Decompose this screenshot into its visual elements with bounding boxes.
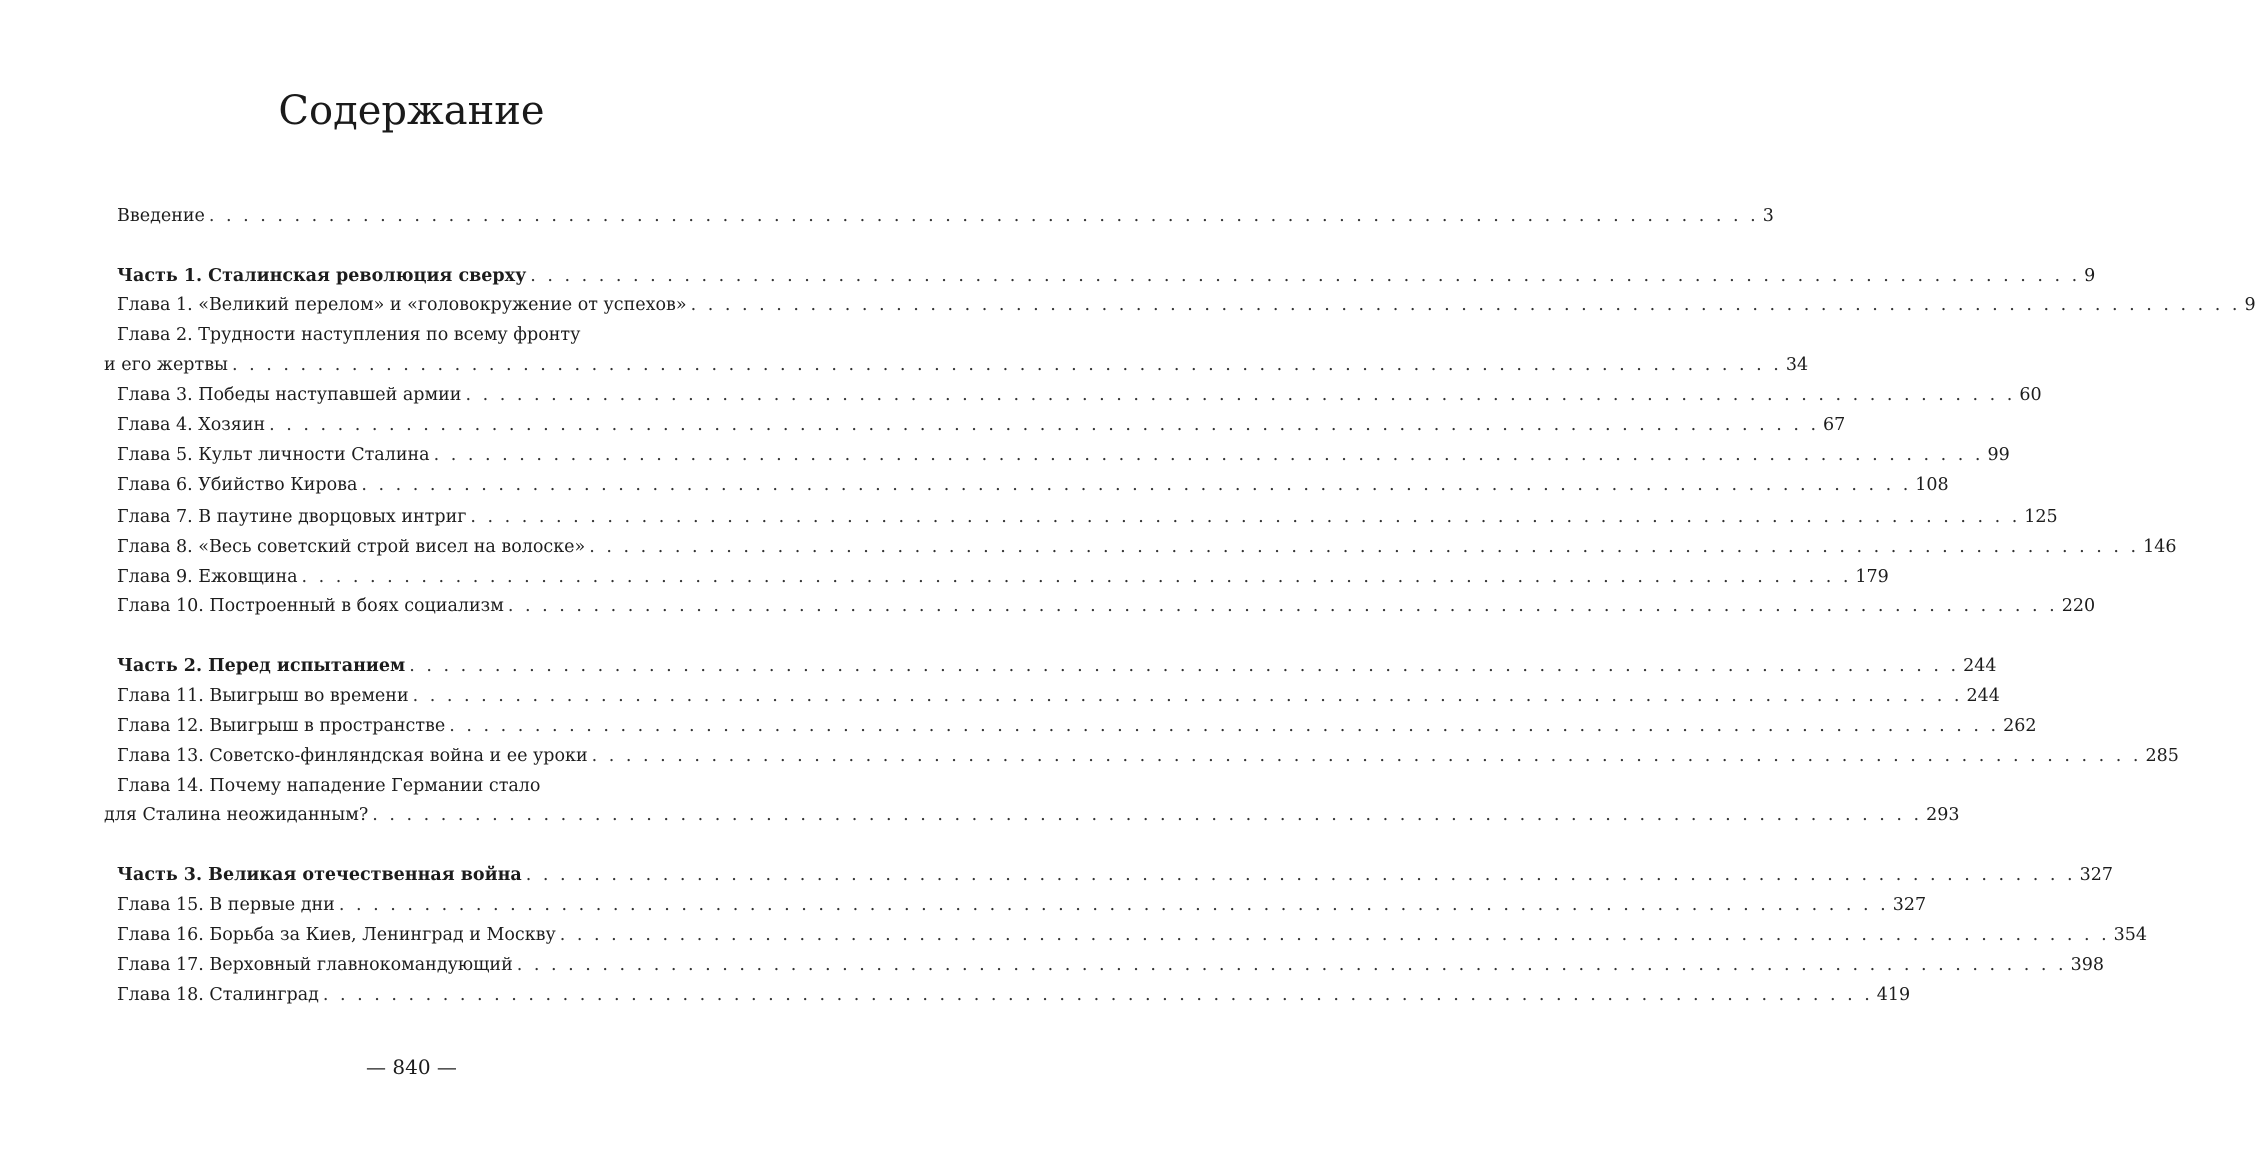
toc-entry-page: 108 [1915,475,1949,495]
toc-entry-label: Глава 12. Выигрыш в пространстве [117,716,446,736]
dot-leader: . . . . . . . . . . . . . . . . . . . . . . . . . . . . . . . . . . . . . . . . . . . . . . . . . . . . . . . . . . . . . . . . . . . . . . . . . . . . . . . . . . . . . . . . . . . [301,567,1852,587]
dot-leader: . . . . . . . . . . . . . . . . . . . . . . . . . . . . . . . . . . . . . . . . . . . . . . . . . . . . . . . . . . . . . . . . . . . . . . . . . . . . . . . . . . . . . . . . . . . [559,925,2110,945]
dot-leader: . . . . . . . . . . . . . . . . . . . . . . . . . . . . . . . . . . . . . . . . . . . . . . . . . . . . . . . . . . . . . . . . . . . . . . . . . . . . . . . . . . . . . . . . . . . [589,537,2140,557]
dot-leader: . . . . . . . . . . . . . . . . . . . . . . . . . . . . . . . . . . . . . . . . . . . . . . . . . . . . . . . . . . . . . . . . . . . . . . . . . . . . . . . . . . . . . . . . . . . [449,716,2000,736]
dot-leader: . . . . . . . . . . . . . . . . . . . . . . . . . . . . . . . . . . . . . . . . . . . . . . . . . . . . . . . . . . . . . . . . . . . . . . . . . . . . . . . . . . . . . . . . . . . [231,355,1782,375]
toc-entry-chapter-4[interactable] [117,410,1846,440]
dot-leader: . . . . . . . . . . . . . . . . . . . . . . . . . . . . . . . . . . . . . . . . . . . . . . . . . . . . . . . . . . . . . . . . . . . . . . . . . . . . . . . . . . . . . . . . . . . [525,865,2076,885]
toc-entry-label: Глава 10. Построенный в боях социализм [117,596,504,616]
toc-entry-page: 398 [2070,955,2104,975]
toc-entry-chapter-12[interactable] [117,711,2037,741]
toc-entry-chapter-13[interactable] [117,741,2179,771]
toc-entry-page: 9 [2084,266,2096,286]
toc-entry-page: 179 [1855,567,1889,587]
toc-entry-chapter-7[interactable] [117,502,2058,532]
dot-leader: . . . . . . . . . . . . . . . . . . . . . . . . . . . . . . . . . . . . . . . . . . . . . . . . . . . . . . . . . . . . . . . . . . . . . . . . . . . . . . . . . . . . . . . . . . . [530,266,2081,286]
toc-entry-label: Глава 5. Культ личности Сталина [117,445,430,465]
page-title: Содержание [278,88,545,134]
toc-entry-chapter-8[interactable] [117,532,2177,562]
toc-entry-page: 244 [1966,686,2000,706]
toc-entry-page: 419 [1876,985,1911,1005]
toc-entry-page: 354 [2113,925,2148,945]
toc-entry-chapter-14-line1[interactable]: Глава 14. Почему нападение Германии стало [117,776,541,796]
toc-entry-page: 293 [1926,805,1960,825]
toc-entry-label: Глава 18. Сталинград [117,985,319,1005]
toc-entry-page: 262 [2003,716,2037,736]
dot-leader: . . . . . . . . . . . . . . . . . . . . . . . . . . . . . . . . . . . . . . . . . . . . . . . . . . . . . . . . . . . . . . . . . . . . . . . . . . . . . . . . . . . . . . . . . . . [372,805,1923,825]
dot-leader: . . . . . . . . . . . . . . . . . . . . . . . . . . . . . . . . . . . . . . . . . . . . . . . . . . . . . . . . . . . . . . . . . . . . . . . . . . . . . . . . . . . . . . . . . . . [507,596,2058,616]
toc-entry-chapter-6[interactable] [117,470,1949,500]
dot-leader: . . . . . . . . . . . . . . . . . . . . . . . . . . . . . . . . . . . . . . . . . . . . . . . . . . . . . . . . . . . . . . . . . . . . . . . . . . . . . . . . . . . . . . . . . . . [361,475,1912,495]
toc-entry-chapter-17[interactable] [117,950,2104,980]
dot-leader: . . . . . . . . . . . . . . . . . . . . . . . . . . . . . . . . . . . . . . . . . . . . . . . . . . . . . . . . . . . . . . . . . . . . . . . . . . . . . . . . . . . . . . . . . . . [322,985,1873,1005]
toc-entry-label: Глава 13. Советско-финляндская война и ее уроки [117,746,588,766]
dot-leader: . . . . . . . . . . . . . . . . . . . . . . . . . . . . . . . . . . . . . . . . . . . . . . . . . . . . . . . . . . . . . . . . . . . . . . . . . . . . . . . . . . . . . . . . . . . [409,656,1960,676]
toc-entry-label: Глава 8. «Весь советский строй висел на волоске» [117,537,586,557]
dot-leader: . . . . . . . . . . . . . . . . . . . . . . . . . . . . . . . . . . . . . . . . . . . . . . . . . . . . . . . . . . . . . . . . . . . . . . . . . . . . . . . . . . . . . . . . . . . [591,746,2142,766]
toc-entry-page: 67 [1823,415,1846,435]
page-number: — 840 — [366,1055,457,1079]
toc-entry-page: 327 [1892,895,1927,915]
toc-entry-page: 99 [1987,445,2010,465]
toc-entry-chapter-9[interactable] [117,562,1889,592]
toc-entry-label: Глава 4. Хозяин [117,415,266,435]
toc-entry-label: Часть 3. Великая отечественная война [117,865,522,885]
toc-entry-page: 9 [2244,295,2256,315]
toc-entry-page: 327 [2079,865,2113,885]
toc-entry-label: Часть 1. Сталинская революция сверху [117,266,527,286]
dot-leader: . . . . . . . . . . . . . . . . . . . . . . . . . . . . . . . . . . . . . . . . . . . . . . . . . . . . . . . . . . . . . . . . . . . . . . . . . . . . . . . . . . . . . . . . . . . [269,415,1820,435]
toc-entry-label: Глава 16. Борьба за Киев, Ленинград и Москву [117,925,556,945]
toc-entry-label: Введение [117,206,205,226]
toc-entry-label: Глава 6. Убийство Кирова [117,475,358,495]
toc-entry-part-3[interactable] [117,860,2113,890]
toc-entry-chapter-5[interactable] [117,440,2010,470]
toc-entry-page: 34 [1785,355,1809,375]
dot-leader: . . . . . . . . . . . . . . . . . . . . . . . . . . . . . . . . . . . . . . . . . . . . . . . . . . . . . . . . . . . . . . . . . . . . . . . . . . . . . . . . . . . . . . . . . . . [433,445,1984,465]
dot-leader: . . . . . . . . . . . . . . . . . . . . . . . . . . . . . . . . . . . . . . . . . . . . . . . . . . . . . . . . . . . . . . . . . . . . . . . . . . . . . . . . . . . . . . . . . . . [465,385,2016,405]
toc-entry-chapter-15[interactable] [117,890,1927,920]
toc-entry-page: 285 [2145,746,2179,766]
toc-entry-label: Глава 15. В первые дни [117,895,335,915]
toc-entry-page: 125 [2024,507,2058,527]
toc-entry-chapter-3[interactable] [117,380,2042,410]
toc-entry-label: Глава 9. Ежовщина [117,567,298,587]
toc-entry-part-1[interactable] [117,261,2096,291]
toc-entry-chapter-2[interactable] [104,350,1809,380]
toc-entry-page: 220 [2061,596,2096,616]
toc-entry-chapter-14[interactable] [104,800,1960,830]
dot-leader: . . . . . . . . . . . . . . . . . . . . . . . . . . . . . . . . . . . . . . . . . . . . . . . . . . . . . . . . . . . . . . . . . . . . . . . . . . . . . . . . . . . . . . . . . . . [690,295,2241,315]
dot-leader: . . . . . . . . . . . . . . . . . . . . . . . . . . . . . . . . . . . . . . . . . . . . . . . . . . . . . . . . . . . . . . . . . . . . . . . . . . . . . . . . . . . . . . . . . . . [338,895,1889,915]
toc-entry-chapter-16[interactable] [117,920,2148,950]
dot-leader: . . . . . . . . . . . . . . . . . . . . . . . . . . . . . . . . . . . . . . . . . . . . . . . . . . . . . . . . . . . . . . . . . . . . . . . . . . . . . . . . . . . . . . . . . . . [516,955,2067,975]
dot-leader: . . . . . . . . . . . . . . . . . . . . . . . . . . . . . . . . . . . . . . . . . . . . . . . . . . . . . . . . . . . . . . . . . . . . . . . . . . . . . . . . . . . . . . . . . . . [412,686,1963,706]
toc-entry-page: 146 [2143,537,2177,557]
toc-entry-chapter-11[interactable] [117,681,2000,711]
toc-entry-label: Глава 3. Победы наступавшей армии [117,385,462,405]
toc-entry-label: Глава 17. Верховный главнокомандующий [117,955,513,975]
toc-entry-part-2[interactable] [117,651,1997,681]
toc-entry-label: для Сталина неожиданным? [104,805,369,825]
toc-entry-label: Глава 7. В паутине дворцовых интриг [117,507,467,527]
dot-leader: . . . . . . . . . . . . . . . . . . . . . . . . . . . . . . . . . . . . . . . . . . . . . . . . . . . . . . . . . . . . . . . . . . . . . . . . . . . . . . . . . . . . . . . . . . . [208,206,1759,226]
toc-entry-label: Часть 2. Перед испытанием [117,656,406,676]
toc-entry-page: 60 [2019,385,2042,405]
toc-entry-intro[interactable] [117,201,1774,231]
toc-entry-label: Глава 1. «Великий перелом» и «головокружение от успехов» [117,295,687,315]
toc-entry-chapter-18[interactable] [117,980,1911,1010]
toc-entry-label: Глава 11. Выигрыш во времени [117,686,409,706]
toc-entry-chapter-10[interactable] [117,591,2096,621]
toc-entry-label: и его жертвы [104,355,228,375]
toc-entry-page: 3 [1762,206,1774,226]
toc-entry-chapter-2-line1[interactable]: Глава 2. Трудности наступления по всему фронту [117,325,581,345]
dot-leader: . . . . . . . . . . . . . . . . . . . . . . . . . . . . . . . . . . . . . . . . . . . . . . . . . . . . . . . . . . . . . . . . . . . . . . . . . . . . . . . . . . . . . . . . . . . [470,507,2021,527]
toc-entry-page: 244 [1963,656,1997,676]
toc-entry-chapter-1[interactable] [117,290,2256,320]
